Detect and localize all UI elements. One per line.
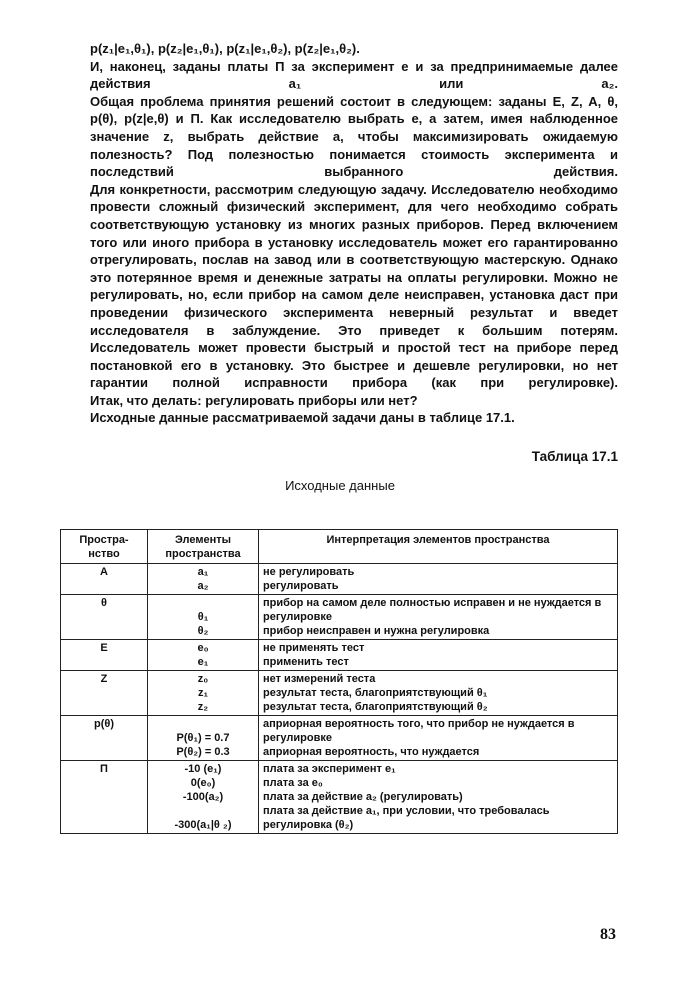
- table-title: Исходные данные: [285, 477, 395, 493]
- paragraph-general-problem: Общая проблема принятия решений состоит в следующем: заданы E, Z, A, θ, p(θ), p(z|e,θ) и П. Как исследователю выбрать e, а затем, имея наблюденное значение z, выбрать действие a, чтобы максимизировать ожидаемую полезность? Под полезностью понимается стоимость эксперимента и последствий выбранного действия.: [90, 93, 618, 180]
- space-cell: A: [61, 564, 148, 595]
- interpretation-text: регулировать: [263, 580, 339, 592]
- table-row: [61, 761, 618, 834]
- table-row: [61, 640, 618, 671]
- element-value: e₀: [197, 642, 209, 654]
- table-header-row: [61, 530, 618, 564]
- space-cell: П: [61, 761, 148, 834]
- header-space: Простра-нство: [61, 530, 148, 564]
- interpretation-text: плата за эксперимент e₁: [263, 763, 396, 775]
- element-value: z₁: [197, 687, 209, 699]
- interpretation-text: плата за e₀: [263, 777, 323, 789]
- table-row: [61, 595, 618, 640]
- paragraph-payments: И, наконец, заданы платы П за эксперимент e и за предпринимаемые далее действия a₁ или a₂.: [90, 58, 618, 92]
- interpretation-text: прибор на самом деле полностью исправен и не нуждается в регулировке: [263, 597, 602, 623]
- interpretation-cell: [259, 564, 618, 595]
- page-body: [62, 40, 618, 506]
- interpretation-text: плата за действие a₂ (регулировать): [263, 791, 463, 803]
- interpretation-cell: [259, 595, 618, 640]
- element-value: θ₂: [197, 625, 209, 637]
- element-value: θ₁: [197, 611, 209, 623]
- interpretation-text: применить тест: [263, 656, 349, 668]
- header-interpretation: Интерпретация элементов пространства: [259, 530, 618, 564]
- space-cell: p(θ): [61, 716, 148, 761]
- page-number: 83: [600, 926, 616, 943]
- paragraph-concrete-task: Для конкретности, рассмотрим следующую задачу. Исследователю необходимо провести сложный физический эксперимент, для чего необходимо собрать соответствующую установку из многих разных приборов. Перед включением того или иного прибора в установку исследователь может его гарантированно отрегулировать, послав на завод или в соответствующую мастерскую. Однако это потерянное время и денежные затраты на оплаты регулировки. Можно не регулировать, но, если прибор на самом деле неисправен, установка даст при проведении физического эксперимента неверный результат и введет исследователя в заблуждение. Это приведет к большим потерям.: [90, 181, 618, 338]
- table-caption: Таблица 17.1: [531, 449, 618, 465]
- elements-cell: [148, 761, 259, 834]
- element-value: -10 (e₁): [184, 763, 222, 775]
- interpretation-cell: [259, 716, 618, 761]
- paragraph-question: Итак, что делать: регулировать приборы или нет?: [90, 392, 418, 408]
- space-cell: E: [61, 640, 148, 671]
- formula-line: p(z₁|e₁,θ₁), p(z₂|e₁,θ₁), p(z₁|e₁,θ₂), p(z₂|e₁,θ₂).: [90, 41, 360, 56]
- table-row: [61, 671, 618, 716]
- space-cell: Z: [61, 671, 148, 716]
- table-body: [61, 564, 618, 834]
- interpretation-text: не регулировать: [263, 566, 355, 578]
- elements-cell: [148, 564, 259, 595]
- interpretation-text: прибор неисправен и нужна регулировка: [263, 625, 490, 637]
- element-value: P(θ₁) = 0.7: [176, 732, 230, 744]
- element-value: z₂: [197, 701, 209, 713]
- table-row: [61, 716, 618, 761]
- header-elements: Элементы пространства: [148, 530, 259, 564]
- element-value: z₀: [197, 673, 209, 685]
- element-value: -300(a₁|θ ₂): [174, 819, 232, 831]
- interpretation-text: априорная вероятность, что нуждается: [263, 746, 480, 758]
- table-row: [61, 564, 618, 595]
- interpretation-cell: [259, 761, 618, 834]
- elements-cell: [148, 640, 259, 671]
- space-cell: θ: [61, 595, 148, 640]
- element-value: P(θ₂) = 0.3: [176, 746, 230, 758]
- element-value: a₁: [197, 566, 209, 578]
- element-value: -100(a₂): [182, 791, 224, 803]
- interpretation-text: результат теста, благоприятствующий θ₂: [263, 701, 488, 713]
- interpretation-text: результат теста, благоприятствующий θ₁: [263, 687, 488, 699]
- interpretation-text: априорная вероятность того, что прибор не нуждается в регулировке: [263, 718, 575, 744]
- paragraph-table-ref: Исходные данные рассматриваемой задачи даны в таблице 17.1.: [90, 410, 515, 426]
- interpretation-text: плата за действие a₁, при условии, что требовалась регулировка (θ₂): [263, 805, 550, 831]
- interpretation-cell: [259, 671, 618, 716]
- elements-cell: [148, 716, 259, 761]
- source-data-table: [60, 529, 618, 834]
- element-value: a₂: [197, 580, 209, 592]
- interpretation-text: не применять тест: [263, 642, 365, 654]
- interpretation-cell: [259, 640, 618, 671]
- interpretation-text: нет измерений теста: [263, 673, 376, 685]
- element-value: 0(e₀): [190, 777, 216, 789]
- elements-cell: [148, 671, 259, 716]
- elements-cell: [148, 595, 259, 640]
- element-value: e₁: [197, 656, 209, 668]
- paragraph-quick-test: Исследователь может провести быстрый и простой тест на приборе перед постановкой его в установку. Это быстрее и дешевле регулировки, но нет гарантии полной исправности прибора (как при регулировке).: [90, 340, 618, 391]
